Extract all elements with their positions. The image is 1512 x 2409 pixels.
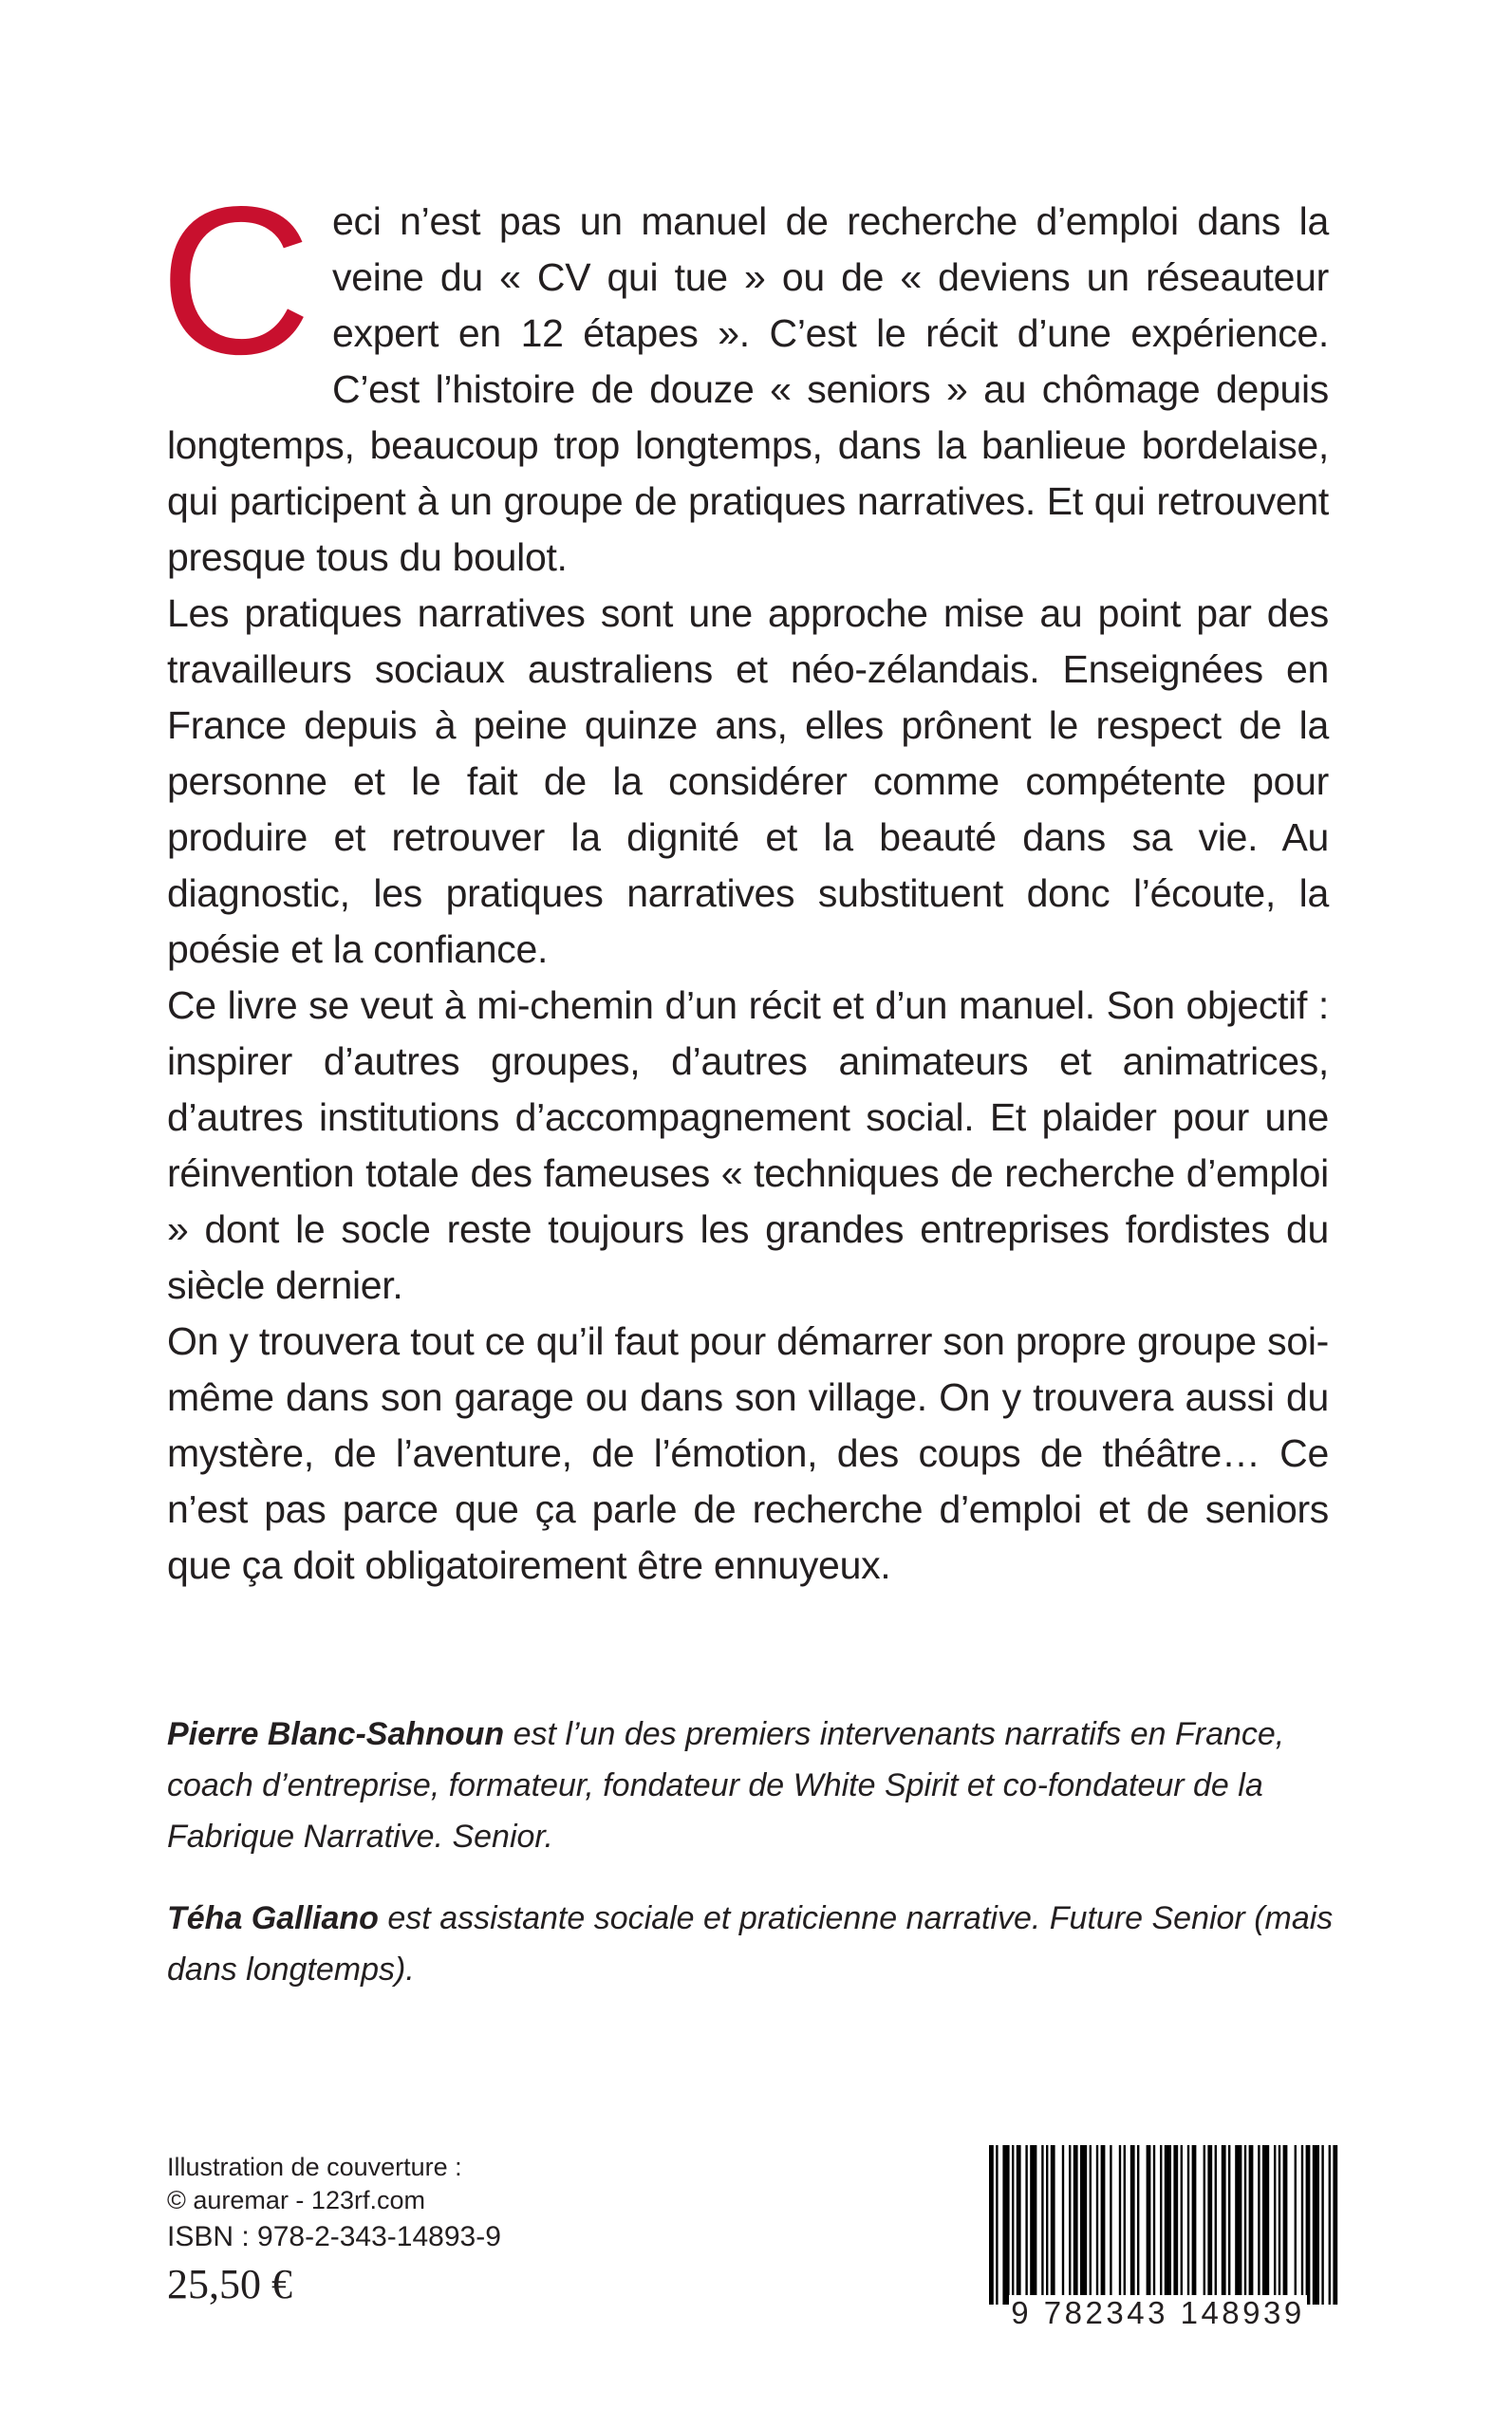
barcode-bar <box>1041 2145 1043 2305</box>
barcode-bar <box>1130 2145 1135 2305</box>
barcode-bar <box>1012 2145 1014 2305</box>
illustration-credit <box>167 2151 462 2217</box>
barcode-bar <box>1101 2145 1106 2305</box>
barcode-bar <box>1137 2145 1139 2305</box>
barcode-bar <box>1204 2145 1205 2305</box>
barcode-bar <box>1147 2145 1151 2305</box>
barcode-bar <box>1173 2145 1178 2305</box>
barcode-bar <box>1228 2145 1230 2305</box>
author-name-2: Téha Galliano <box>167 1900 379 1936</box>
barcode-bar <box>1235 2145 1241 2305</box>
blurb-paragraph-4: On y trouvera tout ce qu’il faut pour démarrer son propre groupe soi-même dans son garage ou dans son village. On y trouvera aussi du mystère, de l’aventure, de l’émotion, des coups de théâtre… Ce n’est pas parce que ça parle de recherche d’emploi et de seniors que ça doit obligatoirement être ennuyeux. <box>167 1319 1329 1587</box>
barcode-digits <box>968 2295 1348 2331</box>
barcode-bar <box>1249 2145 1254 2305</box>
barcode-bar <box>1333 2145 1337 2305</box>
barcode-bar <box>1192 2145 1197 2305</box>
barcode-bar <box>1069 2145 1071 2305</box>
barcode-bar <box>1046 2145 1048 2305</box>
barcode-bar <box>1258 2145 1260 2305</box>
barcode-bar <box>1002 2145 1009 2305</box>
barcode-bar <box>1073 2145 1078 2305</box>
drop-cap: C <box>159 163 312 399</box>
barcode-bar <box>1096 2145 1098 2305</box>
barcode-bar <box>1283 2145 1288 2305</box>
author-bio-text-2: est assistante sociale et praticienne narrative. Future Senior (mais dans longtemps). <box>167 1900 1334 1988</box>
barcode-bar <box>1295 2145 1297 2305</box>
barcode-bar <box>1244 2145 1246 2305</box>
barcode-bar <box>1124 2145 1126 2305</box>
credit-label: Illustration de couverture : <box>167 2153 462 2181</box>
barcode-bar <box>1119 2145 1121 2305</box>
barcode-bars <box>968 2145 1348 2306</box>
barcode-bar <box>989 2145 994 2305</box>
barcode-bar <box>1110 2145 1111 2305</box>
author-name-1: Pierre Blanc-Sahnoun <box>167 1716 505 1752</box>
barcode-bar <box>1329 2145 1331 2305</box>
blurb-paragraph-1 <box>159 163 1329 586</box>
barcode-bar <box>1017 2145 1021 2305</box>
barcode-bar <box>1215 2145 1217 2305</box>
barcode-bar <box>1187 2145 1189 2305</box>
barcode-bar <box>1313 2145 1319 2305</box>
barcode-bar <box>1030 2145 1036 2305</box>
barcode-bar <box>1051 2145 1055 2305</box>
barcode-digits-text: 9 782343 148939 <box>1011 2295 1305 2330</box>
barcode-bar <box>1301 2145 1303 2305</box>
barcode-bar <box>1274 2145 1276 2305</box>
barcode-bar <box>1062 2145 1064 2305</box>
barcode-bar <box>1160 2145 1162 2305</box>
author-bio-text-1: est l’un des premiers intervenants narratifs en France, coach d’entreprise, formateur, fondateur de White Spirit et co-fondateur de la Fabrique Narrative. Senior. <box>167 1716 1285 1855</box>
barcode-bar <box>1025 2145 1027 2305</box>
blurb-paragraph-3: Ce livre se veut à mi-chemin d’un récit et d’un manuel. Son objectif : inspirer d’autres groupes, d’autres animateurs et animatrices, d’autres institutions d’accompagnement social. Et plaider pour une réinvention totale des fameuses « techniques de recherche d’emploi » dont le socle reste toujours les grandes entreprises fordistes du siècle dernier. <box>167 983 1329 1307</box>
barcode-bar <box>1306 2145 1311 2305</box>
blurb-paragraph-2: Les pratiques narratives sont une approche mise au point par des travailleurs sociaux australiens et néo-zélandais. Enseignées en France depuis à peine quinze ans, elles prônent le respect de la personne et le fait de la considérer comme compétente pour produire et retrouver la dignité et la beauté dans sa vie. Au diagnostic, les pratiques narratives substituent donc l’écoute, la poésie et la confiance. <box>167 591 1329 971</box>
barcode-bar <box>1222 2145 1226 2305</box>
author-bio-2 <box>167 1893 1338 1995</box>
blurb <box>159 163 1329 1594</box>
barcode-bar <box>1279 2145 1280 2305</box>
barcode-bar <box>1080 2145 1087 2305</box>
author-bio-1 <box>167 1709 1338 1862</box>
barcode <box>968 2145 1348 2335</box>
isbn: ISBN : 978-2-343-14893-9 <box>167 2221 501 2252</box>
barcode-bar <box>1321 2145 1323 2305</box>
barcode-bar <box>1181 2145 1183 2305</box>
barcode-bar <box>1090 2145 1092 2305</box>
barcode-bar <box>1207 2145 1212 2305</box>
credit-value: © auremar - 123rf.com <box>167 2186 425 2214</box>
barcode-bar <box>1165 2145 1171 2305</box>
barcode-bar <box>996 2145 998 2305</box>
barcode-bar <box>1153 2145 1155 2305</box>
blurb-paragraph-1-text: eci n’est pas un manuel de recherche d’emploi dans la veine du « CV qui tue » ou de « deviens un réseauteur expert en 12 étapes ». C’est le récit d’une expérience. C’est l’histoire de douze « seniors » au chômage depuis longtemps, beaucoup trop longtemps, dans la banlieue bordelaise, qui participent à un groupe de pratiques narratives. Et qui retrouvent presque tous du boulot. <box>167 199 1329 579</box>
price: 25,50 € <box>167 2261 292 2307</box>
barcode-bar <box>1262 2145 1269 2305</box>
